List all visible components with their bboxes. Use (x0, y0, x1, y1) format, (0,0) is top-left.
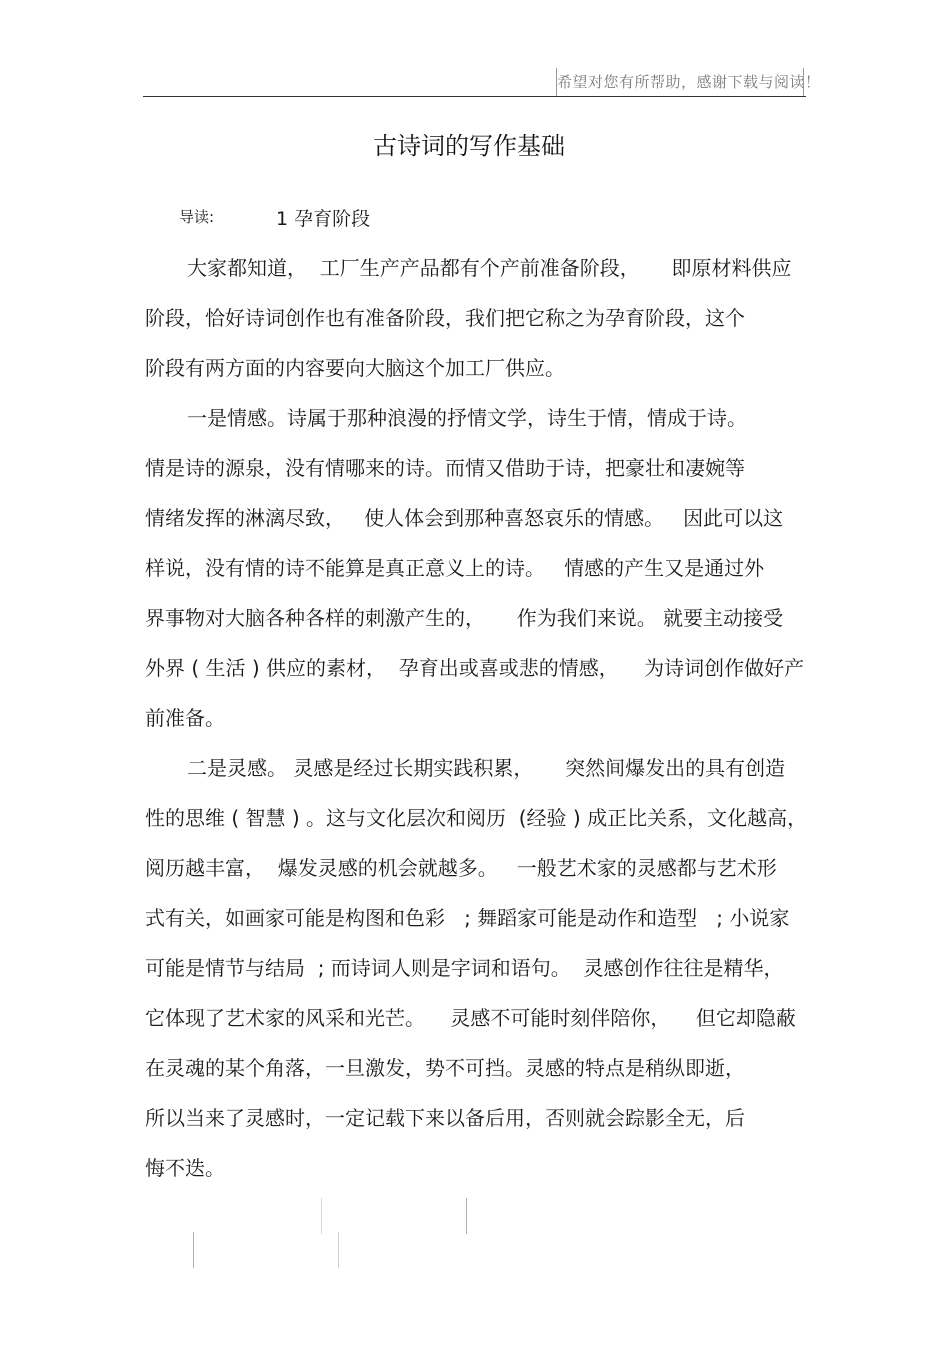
paragraph-line: 外界 ( 生活 ) 供应的素材， 孕育出或喜或悲的情感， 为诗词创作做好产 (145, 656, 805, 680)
decorative-line (193, 1232, 194, 1268)
guide-label: 导读: (179, 208, 215, 226)
decorative-line (321, 1198, 322, 1234)
paragraph-line: 情绪发挥的淋漓尽致， 使人体会到那种喜怒哀乐的情感。 因此可以这 (145, 506, 784, 530)
section-heading: 1 孕育阶段 (276, 208, 371, 230)
paragraph-line: 情是诗的源泉，没有情哪来的诗。而情又借助于诗，把豪壮和凄婉等 (145, 456, 745, 480)
paragraph-line: 大家都知道， 工厂生产产品都有个产前准备阶段， 即原材料供应 (187, 256, 792, 280)
paragraph-line: 在灵魂的某个角落，一旦激发，势不可挡。灵感的特点是稍纵即逝， (145, 1056, 745, 1080)
paragraph-line: 可能是情节与结局 ; 而诗词人则是字词和语句。 灵感创作往往是精华， (145, 956, 784, 980)
paragraph-line: 界事物对大脑各种各样的刺激产生的， 作为我们来说。 就要主动接受 (145, 606, 784, 630)
header-rule (143, 96, 806, 97)
paragraph-line: 一是情感。诗属于那种浪漫的抒情文学，诗生于情，情成于诗。 (187, 406, 747, 430)
paragraph-line: 式有关，如画家可能是构图和色彩 ; 舞蹈家可能是动作和造型 ; 小说家 (145, 906, 790, 930)
paragraph-line: 悔不迭。 (145, 1156, 225, 1180)
paragraph-line: 样说，没有情的诗不能算是真正意义上的诗。 情感的产生又是通过外 (145, 556, 765, 580)
decorative-line (338, 1232, 339, 1268)
paragraph-line: 性的思维 ( 智慧 ) 。这与文化层次和阅历 (经验 ) 成正比关系，文化越高， (145, 806, 808, 830)
paragraph-line: 阶段有两方面的内容要向大脑这个加工厂供应。 (145, 356, 565, 380)
paragraph-line: 阶段，恰好诗词创作也有准备阶段，我们把它称之为孕育阶段，这个 (145, 306, 745, 330)
paragraph-line: 阅历越丰富， 爆发灵感的机会就越多。 一般艺术家的灵感都与艺术形 (145, 856, 777, 880)
paragraph-line: 它体现了艺术家的风采和光芒。 灵感不可能时刻伴陪你， 但它却隐蔽 (145, 1006, 796, 1030)
decorative-line (466, 1198, 467, 1234)
paragraph-line: 二是灵感。 灵感是经过长期实践积累， 突然间爆发出的具有创造 (187, 756, 786, 780)
paragraph-line: 前准备。 (145, 706, 225, 730)
document-title: 古诗词的写作基础 (373, 132, 565, 160)
paragraph-line: 所以当来了灵感时，一定记载下来以备后用，否则就会踪影全无，后 (145, 1106, 745, 1130)
header-banner: 希望对您有所帮助，感谢下载与阅读！ (556, 68, 804, 96)
